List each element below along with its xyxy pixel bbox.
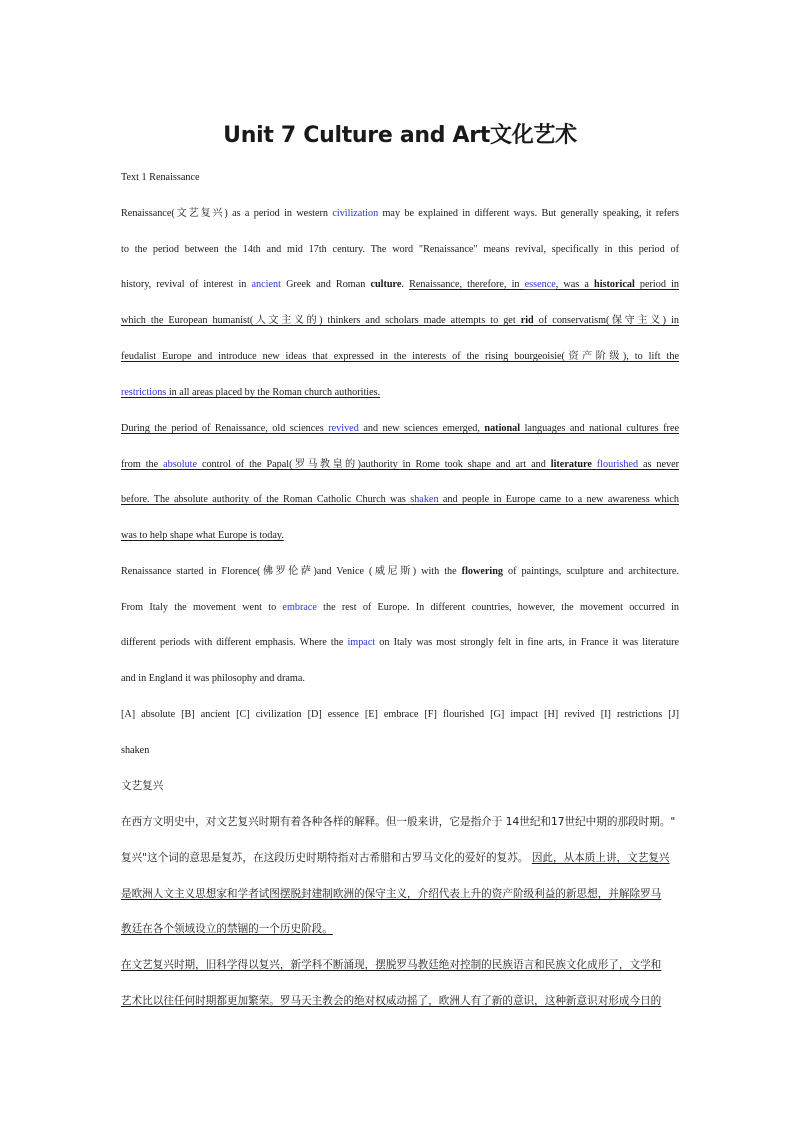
bold-word: culture	[370, 279, 402, 290]
cn-line-3: 是欧洲人文主义思想家和学者试图摆脱封建制欧洲的保守主义，介绍代表上升的资产阶级利益的新思想，并解除罗马	[121, 888, 662, 900]
text-span: Renaissance(文艺复兴) as a period in western	[121, 208, 333, 219]
text-span: which the European humanist(人文主义的) thinkers and scholars made attempts to get	[121, 315, 521, 326]
p1-line-1	[121, 207, 679, 221]
p1-line-4	[121, 314, 679, 328]
text-span: languages and national cultures free	[520, 423, 679, 434]
underlined-span: period in	[634, 279, 680, 290]
p1-line-6	[121, 386, 679, 400]
vocab-absolute: absolute	[163, 459, 198, 470]
text-span: and people in Europe came to a new awareness which	[438, 494, 679, 505]
cn-line-1: 在西方文明史中，对文艺复兴时期有着各种各样的解释。但一般来讲，它是指介于 14世纪和17世纪中期的那段时期。"	[121, 816, 676, 828]
p3-line-2	[121, 601, 679, 615]
bold-word: literature	[550, 459, 592, 470]
underlined-span: 因此，从本质上讲，文艺复兴	[531, 852, 670, 864]
bold-word: flowering	[461, 566, 503, 577]
p2-line-4: was to help shape what Europe is today.	[121, 530, 284, 541]
text-span: in all areas placed by the Roman church authorities.	[166, 387, 381, 398]
text-span: from the	[121, 459, 164, 470]
text-span: the rest of Europe. In different countries, however, the movement occurred in	[316, 602, 679, 613]
p2-line-2	[121, 458, 679, 472]
cn-line-4: 教廷在各个领域设立的禁锢的一个历史阶段。	[121, 923, 333, 935]
p1-line-5: feudalist Europe and introduce new ideas that expressed in the interests of the rising bourgeoisie(资产阶级), to lift the	[121, 351, 679, 362]
text-span: of conservatism(保守主义) in	[533, 315, 680, 326]
vocab-shaken: shaken	[410, 494, 439, 505]
text-span: From Italy the movement went to	[121, 602, 283, 613]
p3-line-3	[121, 636, 679, 650]
vocab-impact: impact	[347, 637, 376, 648]
p1-line-3	[121, 278, 679, 292]
vocab-restrictions: restrictions	[121, 387, 167, 398]
cn-line-5: 在文艺复兴时期，旧科学得以复兴，新学科不断涌现，摆脱罗马教廷绝对控制的民族语言和民族文化成形了，文学和	[121, 959, 662, 971]
text-span: different periods with different emphasis. Where the	[121, 637, 348, 648]
text-span: During the period of Renaissance, old sciences	[121, 423, 329, 434]
vocab-revived: revived	[328, 423, 359, 434]
vocab-flourished: flourished	[596, 459, 639, 470]
text-span: before.	[121, 494, 150, 505]
vocab-civilization: civilization	[332, 208, 379, 219]
vocab-ancient: ancient	[251, 279, 281, 290]
options-line-1: [A] absolute [B] ancient [C] civilization [D] essence [E] embrace [F] flourished [G] impact [H] revived [I] restrictions [J]	[121, 709, 679, 720]
p2-line-1	[121, 422, 679, 436]
p1-line-2: to the period between the 14th and mid 17th century. The word "Renaissance" means revival, specifically in this period of	[121, 244, 679, 255]
text-span: history, revival of interest in	[121, 279, 252, 290]
bold-word: historical	[594, 279, 635, 290]
text-span: Renaissance started in Florence(佛罗伦萨)and Venice (威尼斯) with the	[121, 566, 462, 577]
text-span: .	[401, 279, 410, 290]
text-subtitle: Text 1 Renaissance	[121, 172, 200, 183]
text-span: control of the Papal(罗马教皇的)authority in Rome took shape and art and	[197, 459, 551, 470]
cn-line-2	[121, 851, 679, 865]
p3-line-4: and in England it was philosophy and drama.	[121, 673, 305, 684]
text-span: The absolute authority of the Roman Catholic Church was	[149, 494, 411, 505]
text-span: as never	[638, 459, 680, 470]
p3-line-1	[121, 565, 679, 579]
cn-heading: 文艺复兴	[121, 780, 164, 792]
bold-word: rid	[520, 315, 534, 326]
options-line-2: shaken	[121, 745, 150, 756]
text-span: on Italy was most strongly felt in fine arts, in France it was literature	[375, 637, 679, 648]
underlined-span: , was a	[555, 279, 595, 290]
p2-line-3	[121, 493, 679, 507]
text-span: may be explained in different ways. But generally speaking, it refers	[378, 208, 680, 219]
text-span: Greek and Roman	[280, 279, 371, 290]
vocab-embrace: embrace	[282, 602, 317, 613]
page-title: Unit 7 Culture and Art文化艺术	[223, 123, 577, 148]
bold-word: national	[484, 423, 521, 434]
underlined-span: Renaissance, therefore, in	[409, 279, 525, 290]
text-span: of paintings, sculpture and architecture.	[502, 566, 679, 577]
vocab-essence: essence	[524, 279, 556, 290]
cn-line-6: 艺术比以往任何时期都更加繁荣。罗马天主教会的绝对权威动摇了，欧洲人有了新的意识，这种新意识对形成今日的	[121, 995, 662, 1007]
text-span: and new sciences emerged,	[358, 423, 485, 434]
text-span: 复兴"这个词的意思是复苏，在这段历史时期特指对古希腊和古罗马文化的爱好的复苏。	[121, 852, 532, 864]
